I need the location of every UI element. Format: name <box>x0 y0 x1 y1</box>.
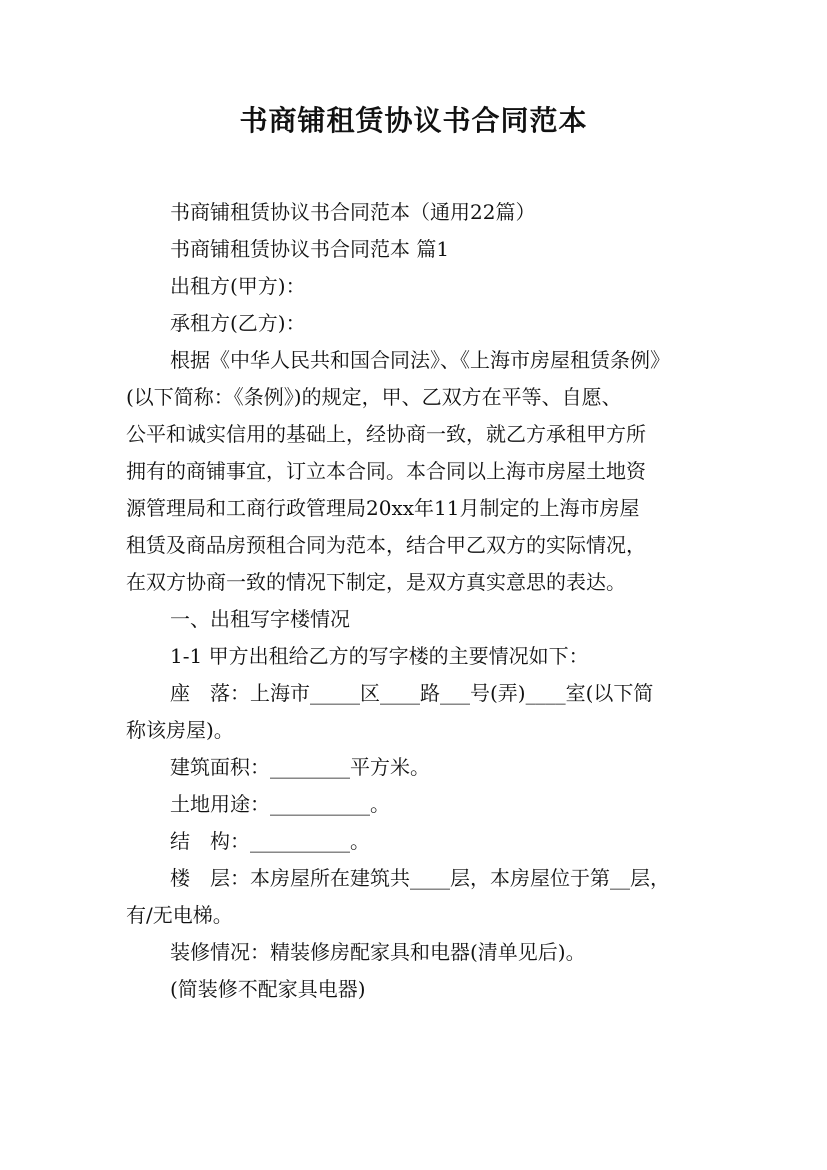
clause-line: 1-1 甲方出租给乙方的写字楼的主要情况如下： <box>170 644 589 668</box>
lessee-line: 承租方(乙方)： <box>170 311 306 335</box>
document-title: 书商铺租赁协议书合同范本 <box>239 104 588 137</box>
location-line-cont: 称该房屋)。 <box>126 718 234 742</box>
structure-line: 结 构：__________。 <box>170 829 370 853</box>
lessor-line: 出租方(甲方)： <box>170 274 306 298</box>
decoration-line: 装修情况：精装修房配家具和电器(清单见后)。 <box>170 940 586 964</box>
clause-heading: 一、出租写字楼情况 <box>170 607 350 631</box>
section-heading: 书商铺租赁协议书合同范本 篇1 <box>170 237 450 261</box>
paragraph-line: 租赁及商品房预租合同为范本，结合甲乙双方的实际情况， <box>126 533 646 557</box>
paragraph-line: (以下简称：《条例》)的规定，甲、乙双方在平等、自愿、 <box>126 385 622 409</box>
paragraph-line: 源管理局和工商行政管理局20xx年11月制定的上海市房屋 <box>126 496 640 520</box>
land-use-line: 土地用途：__________。 <box>170 792 390 816</box>
subtitle-line: 书商铺租赁协议书合同范本（通用22篇） <box>170 200 536 224</box>
paragraph-line: 在双方协商一致的情况下制定，是双方真实意思的表达。 <box>126 570 626 594</box>
document-body <box>126 194 716 1008</box>
decoration-note: (简装修不配家具电器) <box>170 977 366 1001</box>
paragraph-line: 根据《中华人民共和国合同法》、《上海市房屋租赁条例》 <box>170 348 670 372</box>
location-line: 座 落：上海市_____区____路___号(弄)____室(以下简 <box>170 681 654 705</box>
floor-line: 楼 层：本房屋所在建筑共____层，本房屋位于第__层， <box>170 866 670 890</box>
paragraph-line: 拥有的商铺事宜，订立本合同。本合同以上海市房屋土地资 <box>126 459 646 483</box>
paragraph-line: 公平和诚实信用的基础上，经协商一致，就乙方承租甲方所 <box>126 422 646 446</box>
area-line: 建筑面积：________平方米。 <box>170 755 430 779</box>
floor-line-cont: 有/无电梯。 <box>126 903 233 927</box>
